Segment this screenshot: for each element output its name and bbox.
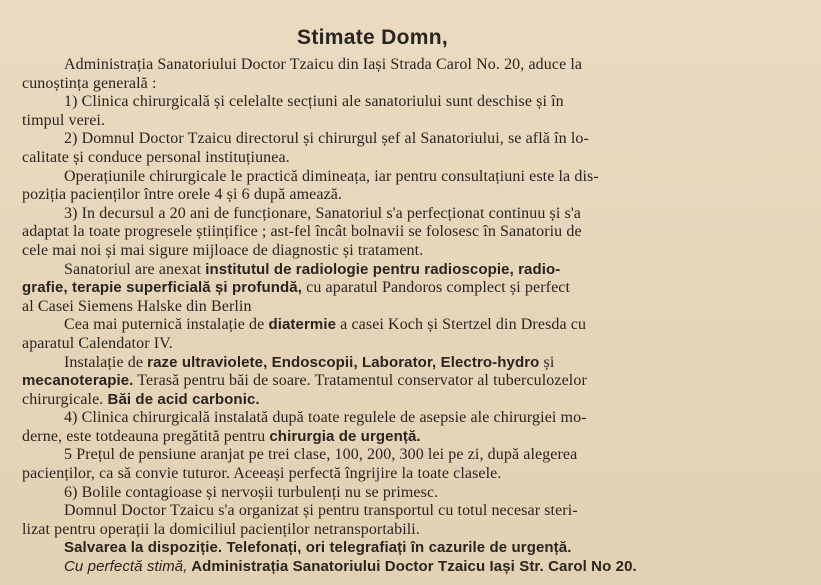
letter-title: Stimate Domn, bbox=[297, 26, 448, 49]
text-line: 5 Prețul de pensiune aranjat pe trei clase, 100, 200, 300 lei pe zi, după alegerea bbox=[64, 446, 578, 464]
text-line: 2) Domnul Doctor Tzaicu directorul și chirurgul șef al Sanatoriului, se află în lo- bbox=[64, 130, 589, 148]
text-line: 3) In decursul a 20 ani de funcționare, Sanatoriul s'a perfecționat continuu și s'a bbox=[64, 204, 582, 222]
letter-body bbox=[22, 56, 793, 577]
text-line: 1) Clinica chirurgicală și celelalte secțiuni ale sanatoriului sunt deschise și în bbox=[64, 93, 564, 111]
text-line: cele mai noi și mai sigure mijloace de diagnostic și tratament. bbox=[22, 241, 424, 259]
text-line: 4) Clinica chirurgicală instalată după toate regulele de asepsie ale chirurgiei mo- bbox=[64, 409, 587, 427]
ultraviolet-line: mecanoterapie. Terasă pentru băi de soare. Tratamentul conservator al tuberculozelor bbox=[22, 372, 587, 390]
radiology-line: Sanatoriul are anexat institutul de radiologie pentru radioscopie, radio- bbox=[64, 260, 561, 278]
text-line: adaptat la toate progresele științifice ; ast-fel încât bolnavii se folosesc în Sanatoriu de bbox=[22, 223, 582, 241]
text-line: Administrația Sanatoriului Doctor Tzaicu din Iași Strada Carol No. 20, aduce la bbox=[64, 56, 583, 73]
text-line: calitate și conduce personal instituțiunea. bbox=[22, 148, 290, 166]
text-line: Domnul Doctor Tzaicu s'a organizat și pentru transportul cu totul necesar steri- bbox=[64, 502, 578, 520]
text-line: poziția pacienților între orele 4 și 6 după amează. bbox=[22, 186, 343, 204]
ambulance-line: Salvarea la dispoziție. Telefonați, ori telegrafiați în cazurile de urgență. bbox=[64, 539, 572, 557]
diathermy-line: aparatul Calendator IV. bbox=[22, 334, 173, 352]
radiology-line: al Casei Siemens Halske din Berlin bbox=[22, 297, 252, 315]
radiology-line: grafie, terapie superficială și profundă, cu aparatul Pandoros complect și perfect bbox=[22, 279, 571, 297]
closing-line: Cu perfectă stimă, Administrația Sanatoriului Doctor Tzaicu Iași Str. Carol No 20. bbox=[64, 558, 637, 576]
ultraviolet-line: chirurgicale. Băi de acid carbonic. bbox=[22, 390, 260, 408]
ultraviolet-line: Instalație de raze ultraviolete, Endoscopii, Laborator, Electro-hydro și bbox=[64, 353, 555, 371]
text-line: 6) Bolile contagioase și nervoșii turbulenți nu se primesc. bbox=[64, 483, 439, 501]
urgency-line: derne, este totdeauna pregătită pentru chirurgia de urgență. bbox=[22, 427, 421, 445]
text-line: cunoștința generală : bbox=[22, 74, 157, 92]
text-line: lizat pentru operații la domiciliul pacienților netransportabili. bbox=[22, 520, 420, 538]
text-line: timpul verei. bbox=[22, 111, 106, 129]
text-line: pacienților, ca să convie tuturor. Aceeași perfectă îngrijire la toate clasele. bbox=[22, 465, 502, 483]
text-line: Operațiunile chirurgicale le practică dimineața, iar pentru consultațiuni este la dis- bbox=[64, 167, 599, 185]
diathermy-line: Cea mai puternică instalație de diatermie a casei Koch și Stertzel din Dresda cu bbox=[64, 316, 587, 334]
